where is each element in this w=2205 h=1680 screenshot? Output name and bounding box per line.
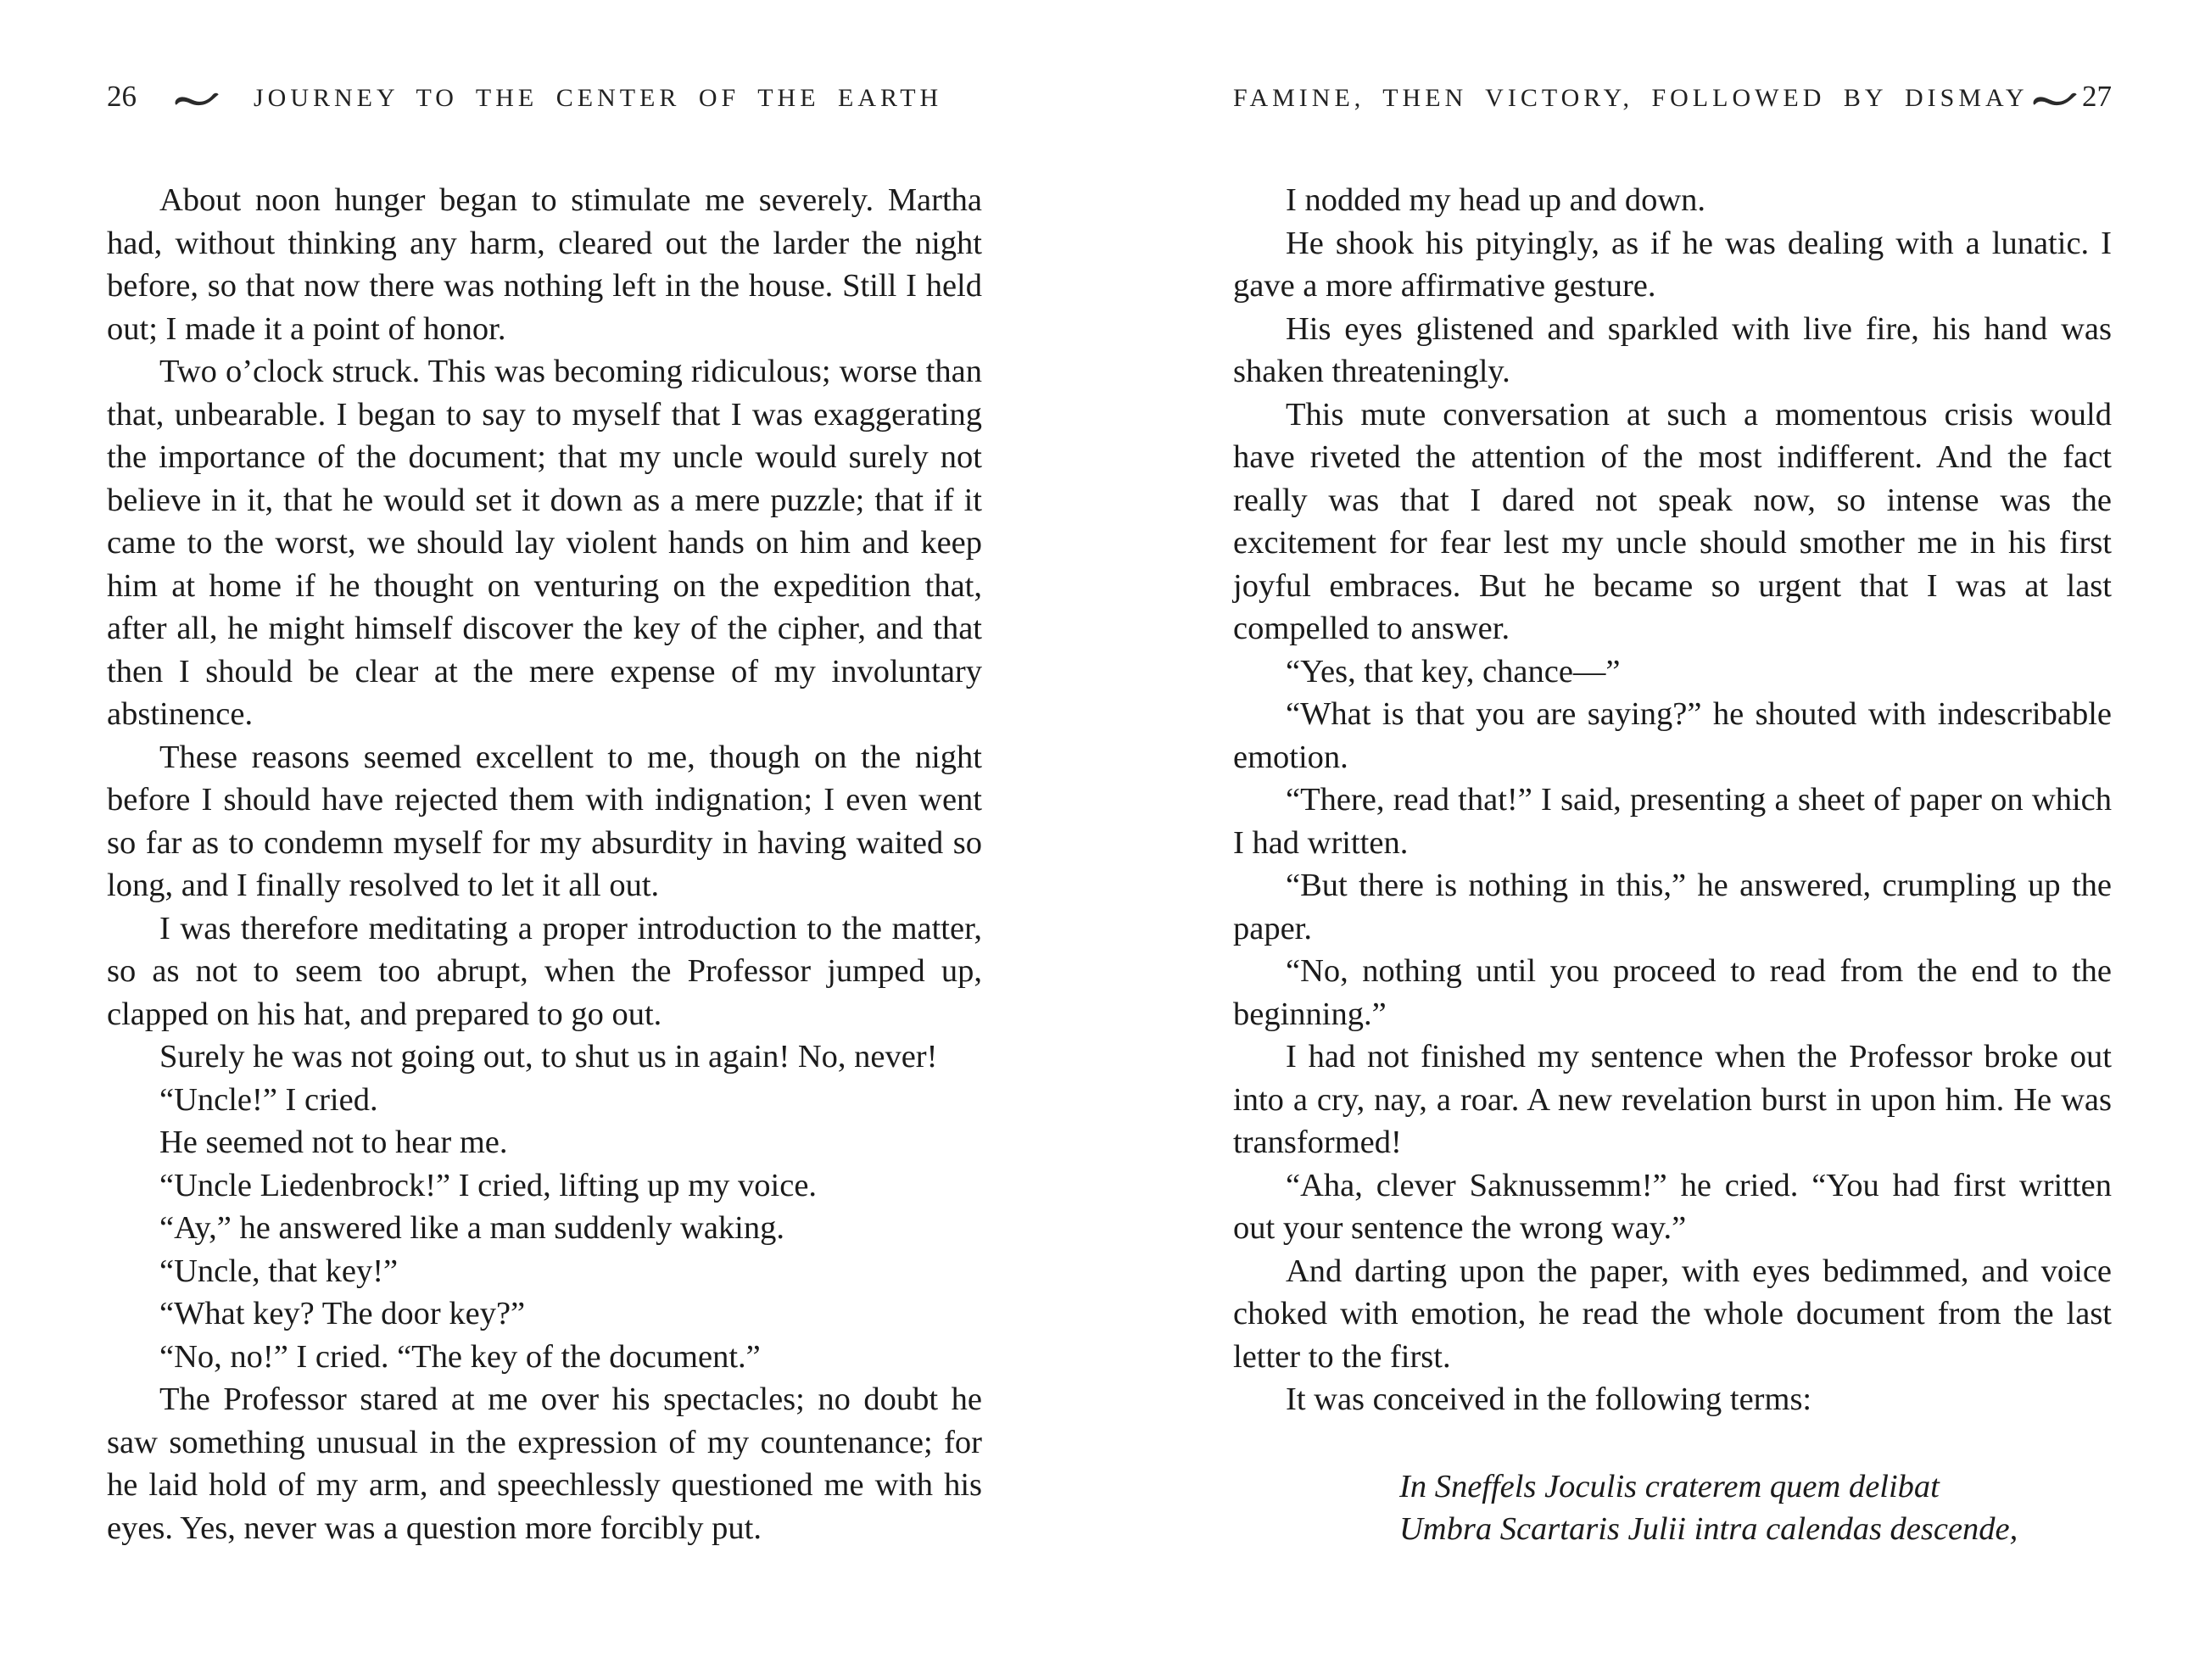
- paragraph: “Yes, that key, chance—”: [1286, 653, 1621, 689]
- paragraph: Two o’clock struck. This was becoming ridiculous; worse than that, unbearable. I began to say to myself that I was exaggerating the importance of the document; that my uncle would surely not believe in it, that he would set it down as a mere puzzle; that if it came to the worst, we should lay violent hands on him and keep him at home if he thought on venturing on the expedition that, after all, he might himself discover the key of the cipher, and that then I should be clear at the mere expense of my involuntary abstinence.: [107, 354, 982, 732]
- paragraph: This mute conversation at such a momentous crisis would have riveted the attention of the most indifferent. And the fact really was that I dared not speak now, so intense was the excitement for fear lest my uncle should smother me in his first joyful embraces. But he became so urgent that I was at last compelled to answer.: [1233, 396, 2112, 646]
- paragraph: His eyes glistened and sparkled with live fire, his hand was shaken threateningly.: [1233, 310, 2112, 389]
- right-running-head: [1233, 80, 2112, 114]
- paragraph: And darting upon the paper, with eyes bedimmed, and voice choked with emotion, he read the whole document from the last letter to the first.: [1233, 1253, 2112, 1375]
- paragraph: “No, nothing until you proceed to read from the end to the beginning.”: [1233, 953, 2112, 1032]
- right-page: [1233, 0, 2112, 1680]
- paragraph: “But there is nothing in this,” he answered, crumpling up the paper.: [1233, 868, 2112, 946]
- left-page: [107, 0, 982, 1680]
- paragraph: I had not finished my sentence when the Professor broke out into a cry, nay, a roar. A new revelation burst in upon him. He was transformed!: [1233, 1039, 2112, 1160]
- paragraph: It was conceived in the following terms:: [1286, 1381, 1812, 1417]
- paragraph: I was therefore meditating a proper introduction to the matter, so as not to seem too abrupt, when the Professor jumped up, clapped on his hat, and prepared to go out.: [107, 910, 982, 1032]
- left-page-body: [107, 179, 982, 1549]
- paragraph: The Professor stared at me over his spectacles; no doubt he saw something unusual in the expression of my countenance; for he laid hold of my arm, and speechlessly questioned me with his eyes. Yes, never was a question more forcibly put.: [107, 1381, 982, 1546]
- paragraph: “Aha, clever Saknussemm!” he cried. “You had first written out your sentence the wrong way.”: [1233, 1167, 2112, 1246]
- paragraph: “There, read that!” I said, presenting a sheet of paper on which I had written.: [1233, 782, 2112, 861]
- verse-line: Umbra Scartaris Julii intra calendas descende,: [1399, 1511, 2018, 1547]
- right-page-body: [1233, 179, 2112, 1551]
- paragraph: “Uncle Liedenbrock!” I cried, lifting up my voice.: [159, 1167, 818, 1203]
- paragraph: About noon hunger began to stimulate me severely. Martha had, without thinking any harm, cleared out the larder the night before, so that now there was nothing left in the house. Still I held out; I made it a point of honor.: [107, 182, 982, 347]
- paragraph: “No, no!” I cried. “The key of the document.”: [159, 1338, 761, 1375]
- paragraph: He seemed not to hear me.: [159, 1125, 508, 1160]
- paragraph: “What is that you are saying?” he shouted with indescribable emotion.: [1233, 696, 2112, 775]
- left-running-title: JOURNEY TO THE CENTER OF THE EARTH: [254, 84, 943, 112]
- paragraph: “Uncle, that key!”: [159, 1253, 399, 1289]
- paragraph: These reasons seemed excellent to me, though on the night before I should have rejected them with indignation; I even went so far as to condemn myself for my absurdity in having waited so long, and I finally resolved to let it all out.: [107, 739, 982, 903]
- left-running-head: [107, 80, 982, 114]
- left-page-number: 26: [107, 80, 137, 113]
- paragraph: “What key? The door key?”: [159, 1296, 526, 1331]
- verse-block: [1233, 1465, 2112, 1551]
- paragraph: Surely he was not going out, to shut us in again! No, never!: [159, 1039, 938, 1074]
- paragraph: “Ay,” he answered like a man suddenly waking.: [159, 1210, 784, 1246]
- paragraph: He shook his pityingly, as if he was dealing with a lunatic. I gave a more affirmative gesture.: [1233, 225, 2112, 304]
- verse-line: In Sneffels Joculis craterem quem delibat: [1399, 1468, 1940, 1504]
- paragraph: I nodded my head up and down.: [1286, 182, 1706, 218]
- swash-ornament-icon: [172, 90, 221, 110]
- right-page-number: 27: [2081, 80, 2112, 113]
- swash-ornament-icon: [2030, 90, 2079, 110]
- right-running-title: FAMINE, THEN VICTORY, FOLLOWED BY DISMAY: [1233, 84, 2029, 112]
- paragraph: “Uncle!” I cried.: [159, 1081, 378, 1118]
